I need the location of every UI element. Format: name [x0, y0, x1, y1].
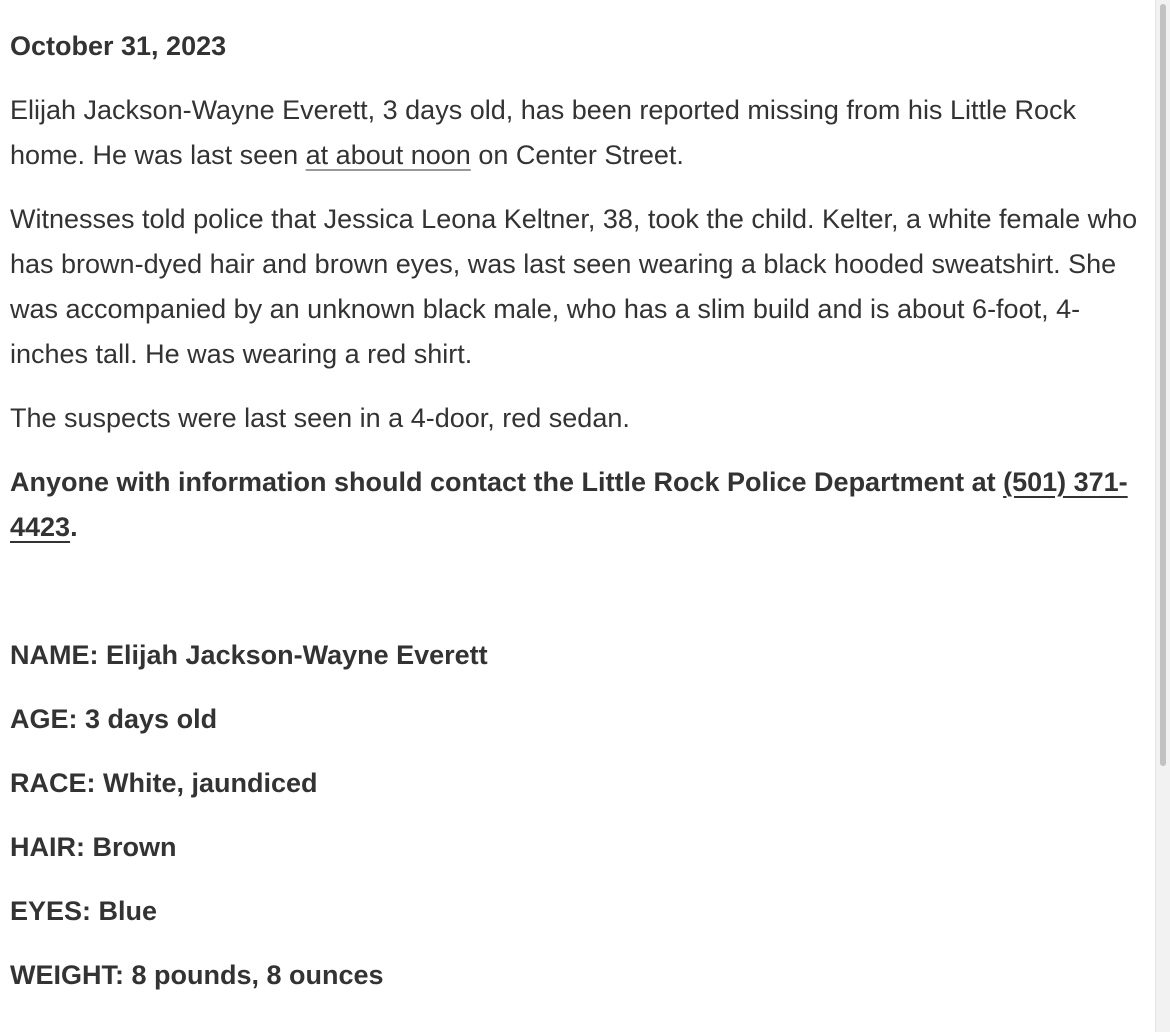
contact-end: .: [70, 512, 78, 542]
contact-paragraph: [10, 460, 1150, 550]
paragraph-witnesses: Witnesses told police that Jessica Leona Keltner, 38, took the child. Kelter, a white female who has brown-dyed hair and brown eyes, was last seen wearing a black hooded sweatshirt. She was accompanied by an unknown black male, who has a slim build and is about 6-foot, 4-inches tall. He was wearing a red shirt.: [10, 204, 1138, 369]
paragraph-text: on Center Street.: [470, 140, 684, 170]
time-link[interactable]: at about noon: [305, 140, 471, 170]
fact-age: [10, 697, 1150, 742]
paragraph-text: Elijah Jackson-Wayne Everett, 3 days old, has been reported missing from his Little Rock home. He was last seen: [10, 95, 1076, 170]
fact-name: [10, 633, 1150, 678]
fact-value: 3 days old: [85, 704, 218, 734]
fact-value: 8 pounds, 8 ounces: [131, 960, 384, 990]
fact-value: Brown: [92, 832, 177, 862]
fact-value: White, jaundiced: [103, 768, 318, 798]
fact-weight: [10, 953, 1150, 998]
fact-value: Elijah Jackson-Wayne Everett: [106, 640, 488, 670]
vertical-scrollbar[interactable]: [1155, 0, 1170, 1032]
fact-value: Blue: [98, 896, 158, 926]
fact-label: RACE:: [10, 768, 96, 798]
article-date: October 31, 2023: [10, 31, 227, 61]
paragraph-vehicle: The suspects were last seen in a 4-door, red sedan.: [10, 403, 630, 433]
contact-text: Anyone with information should contact the Little Rock Police Department at: [10, 467, 1004, 497]
fact-label: NAME:: [10, 640, 99, 670]
fact-eyes: [10, 889, 1150, 934]
fact-label: EYES:: [10, 896, 92, 926]
fact-label: AGE:: [10, 704, 78, 734]
spacer: [10, 569, 1150, 633]
fact-hair: [10, 825, 1150, 870]
phone-link[interactable]: (501) 371-4423: [10, 467, 1128, 542]
article-body: [10, 24, 1150, 1017]
scrollbar-thumb[interactable]: [1160, 4, 1166, 766]
fact-race: [10, 761, 1150, 806]
paragraph-missing-report: [10, 88, 1150, 178]
fact-label: HAIR:: [10, 832, 85, 862]
fact-label: WEIGHT:: [10, 960, 124, 990]
